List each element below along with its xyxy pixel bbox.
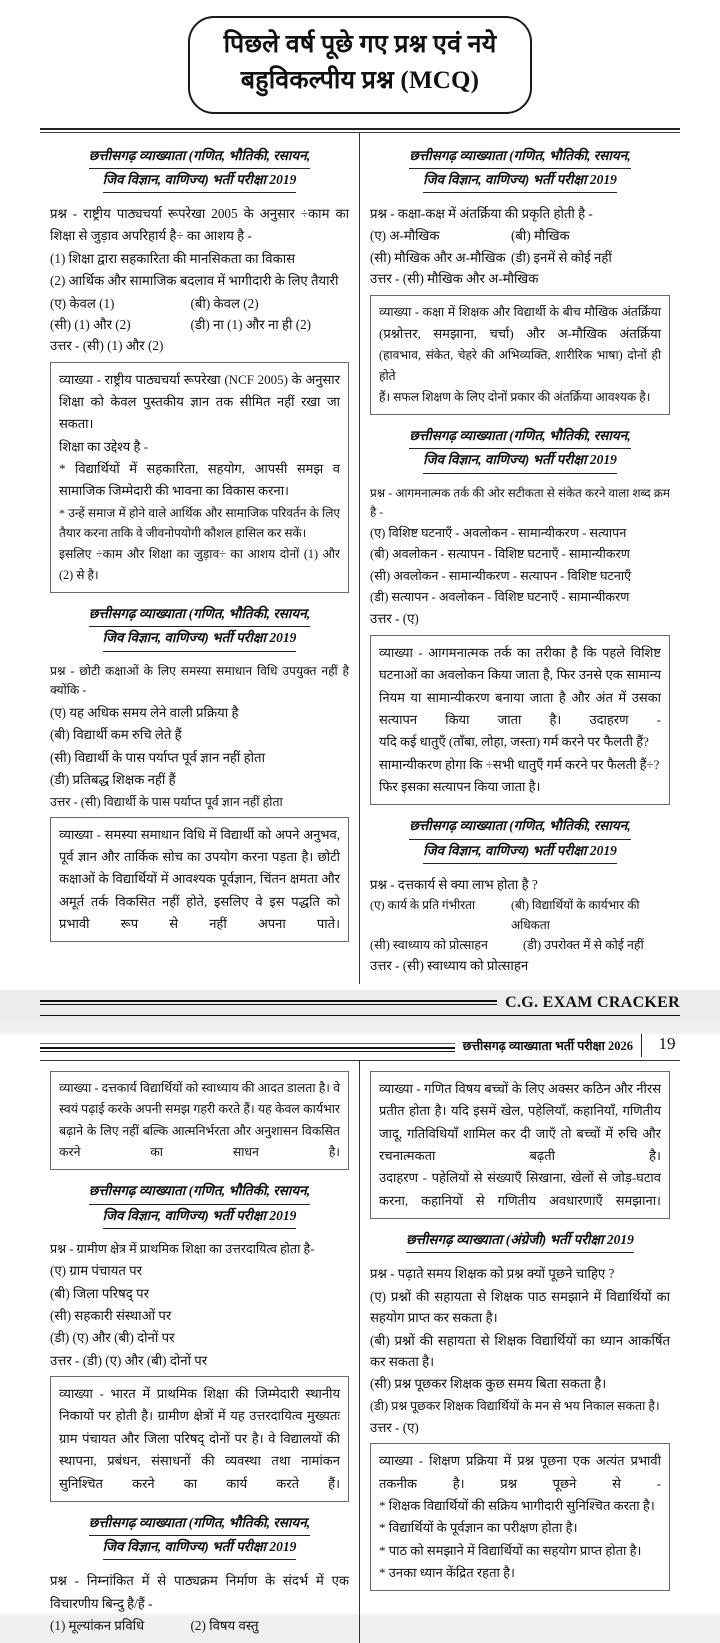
explanation-line: शिक्षा को केवल पुस्तकीय ज्ञान तक सीमित नहीं रखा जा सकता। [59, 394, 340, 432]
option-c: (सी) प्रश्न पूछकर शिक्षक कुछ समय बिता सकता है। [370, 1376, 607, 1392]
statement-2: (2) विषय वस्तु [190, 1618, 259, 1634]
option-row [50, 293, 349, 314]
option-d: (डी) (ए) और (बी) दोनों पर [50, 1330, 175, 1346]
exam-heading-english-label: छत्तीसगढ़ व्याख्याता (अंग्रेजी) भर्ती परीक्षा 2019 [406, 1229, 634, 1253]
explanation-box [370, 295, 670, 416]
question-text: प्रश्न - आगमनात्मक तर्क की ओर सटीकता से संकेत करने वाला शब्द क्रम है - [370, 485, 670, 519]
option-a: (ए) केवल (1) [50, 295, 115, 311]
option-c: (सी) सहकारी संस्थाओं पर [50, 1307, 172, 1323]
title-banner-container [0, 0, 720, 124]
option-b: (बी) मौखिक [511, 228, 570, 244]
exam-heading-line-2: जिव विज्ञान, वाणिज्य) भर्ती परीक्षा 2019 [423, 169, 617, 193]
exam-heading [50, 1512, 349, 1561]
header-rule [40, 1043, 455, 1057]
explanation-line: (हावभाव, संकेत, चेहरे की अभिव्यक्ति, शारीरिक भाषा) दोनों ही होते [379, 348, 661, 384]
explanation-line: व्याख्या - राष्ट्रीय पाठ्यचर्या रूपरेखा (NCF 2005) के अनुसार [59, 371, 340, 387]
answer-line: उत्तर - (सी) स्वाध्याय को प्रोत्साहन [370, 958, 529, 974]
question-block [370, 484, 670, 630]
answer-line: उत्तर - (डी) (ए) और (बी) दोनों पर [50, 1352, 208, 1368]
option-a: (ए) यह अधिक समय लेने वाली प्रक्रिया है [50, 705, 239, 721]
option-row [370, 896, 670, 935]
option-d: (डी) इनमें से कोई नहीं [511, 249, 612, 265]
footer-brand-label: C.G. EXAM CRACKER [505, 993, 680, 1011]
explanation-line: व्याख्या - भारत में प्राथमिक शिक्षा की जिम्मेदारी स्थानीय निकायों पर होती है। ग्रामीण क्षेत्रों में यह उत्तरदायित्व मुख्यतः ग्राम पंचायत और जिला परिषद् दोनों पर है। वे विद्यालयों की स्थापना, प्रबंधन, संसाधनों की व्यवस्था तथा नामांकन सुनिश्चित करने का कार्य करते हैं। [59, 1386, 340, 1491]
exam-heading [370, 145, 670, 194]
footer-underline [40, 1015, 680, 1016]
explanation-line: * उनका ध्यान केंद्रित रहता है। [379, 1564, 515, 1580]
question-text: प्रश्न - राष्ट्रीय पाठ्यचर्या रूपरेखा 2005 के अनुसार ÷काम का [50, 206, 349, 222]
exam-heading-line-2: जिव विज्ञान, वाणिज्य) भर्ती परीक्षा 2019 [103, 169, 297, 193]
page-2-right-column [360, 1061, 680, 1643]
page-2 [0, 1034, 720, 1634]
explanation-box [370, 1071, 670, 1219]
option-b: (बी) जिला परिषद् पर [50, 1285, 149, 1301]
explanation-line: व्याख्या - दत्तकार्य विद्यार्थियों को स्वाध्याय की आदत डालता है। वे स्वयं पढ़ाई करके अपनी समझ गहरी करते हैं। यह केवल कार्यभार बढ़ाने के लिए नहीं बल्कि आत्मनिर्भरता और अनुशासन विकसित करने का साधन है। [59, 1081, 340, 1159]
answer-line: उत्तर - (सी) (1) और (2) [50, 338, 164, 354]
option-row [50, 314, 349, 335]
option-c: (सी) विद्यार्थी के पास पर्याप्त पूर्व ज्ञान नहीं होता [50, 749, 265, 765]
option-c: (सी) (1) और (2) [50, 316, 131, 332]
option-d: (डी) उपरोक्त में से कोई नहीं [523, 938, 644, 953]
exam-heading-line-1: छत्तीसगढ़ व्याख्याता (गणित, भौतिकी, रसायन, [89, 603, 310, 627]
exam-heading-line-1: छत्तीसगढ़ व्याख्याता (गणित, भौतिकी, रसायन, [409, 815, 630, 839]
exam-heading-line-2: जिव विज्ञान, वाणिज्य) भर्ती परीक्षा 2019 [423, 449, 617, 473]
question-block [370, 1263, 670, 1438]
explanation-line: (प्रश्नोत्तर, समझाना, चर्चा) और अ-मौखिक अंतर्क्रिया [379, 325, 661, 341]
option-row [370, 247, 670, 268]
footer-rule [40, 1000, 497, 1005]
exam-heading [370, 425, 670, 474]
option-c: (सी) स्वाध्याय को प्रोत्साहन [370, 938, 488, 953]
exam-heading-line-1: छत्तीसगढ़ व्याख्याता (गणित, भौतिकी, रसायन, [89, 145, 310, 169]
page-number: 19 [641, 1034, 680, 1057]
explanation-line: हैं। सफल शिक्षण के लिए दोनों प्रकार की अंतर्क्रिया आवश्यक है। [379, 390, 651, 405]
question-block [50, 1570, 349, 1636]
explanation-box [370, 1443, 670, 1591]
exam-heading [50, 145, 349, 194]
page-1-left-column [40, 133, 360, 984]
option-d: (डी) सत्यापन - अवलोकन - विशिष्ट घटनाएँ - सामान्यीकरण [370, 590, 630, 605]
answer-line: उत्तर - (सी) मौखिक और अ-मौखिक [370, 271, 539, 287]
explanation-box [50, 1071, 349, 1170]
question-text: प्रश्न - ग्रामीण क्षेत्र में प्राथमिक शिक्षा का उत्तरदायित्व होता है- [50, 1241, 315, 1256]
option-b: (बी) प्रश्नों की सहायता से शिक्षक विद्यार्थियों का ध्यान आकर्षित कर सकता है। [370, 1332, 670, 1369]
running-head-title: छत्तीसगढ़ व्याख्याता भर्ती परीक्षा 2026 [462, 1039, 633, 1053]
explanation-line: * पाठ को समझाने में विद्यार्थियों का सहयोग प्राप्त होता है। [379, 1542, 642, 1558]
explanation-line: फिर इसका सत्यापन किया जाता है। [379, 779, 541, 795]
page-2-left-column [40, 1061, 360, 1643]
exam-heading-line-1: छत्तीसगढ़ व्याख्याता (गणित, भौतिकी, रसायन, [409, 425, 630, 449]
option-c: (सी) अवलोकन - सामान्यीकरण - सत्यापन - विशिष्ट घटनाएँ [370, 568, 632, 583]
answer-line: उत्तर - (ए) [370, 1419, 419, 1435]
explanation-line: * उन्हें समाज में होने वाले आर्थिक और सामाजिक परिवर्तन के लिए तैयार करना ताकि वे जीवनोपयोगी कौशल हासिल कर सकें। [59, 505, 340, 541]
exam-heading-line-1: छत्तीसगढ़ व्याख्याता (गणित, भौतिकी, रसायन, [409, 145, 630, 169]
statement-1: (1) मूल्यांकन प्रविधि [50, 1618, 145, 1634]
explanation-line: सामान्यीकरण होगा कि ÷सभी धातुएँ गर्म करने पर फैलती हैं÷? [379, 756, 660, 772]
exam-heading-line-2: जिव विज्ञान, वाणिज्य) भर्ती परीक्षा 2019 [423, 840, 617, 864]
option-a: (ए) प्रश्नों की सहायता से शिक्षक पाठ समझाने में विद्यार्थियों का सहयोग प्राप्त कर सकता है। [370, 1288, 670, 1326]
page-1-right-column [360, 133, 680, 984]
option-b: (बी) केवल (2) [190, 295, 259, 311]
question-block [50, 203, 349, 357]
explanation-line: * शिक्षक विद्यार्थियों की सक्रिय भागीदारी सुनिश्चित करता है। [379, 1497, 655, 1513]
explanation-line: शिक्षा का उद्देश्य है - [59, 438, 148, 454]
option-row [370, 935, 670, 955]
question-text: प्रश्न - छोटी कक्षाओं के लिए समस्या समाधान विधि उपयुक्त नहीं है क्योंकि - [50, 663, 349, 698]
exam-heading-line-2: जिव विज्ञान, वाणिज्य) भर्ती परीक्षा 2019 [103, 1205, 297, 1229]
question-block [50, 1239, 349, 1371]
title-banner [188, 16, 533, 114]
page-1-footer [40, 994, 680, 1012]
option-d: (डी) ना (1) और ना ही (2) [190, 316, 312, 332]
statement-2: (2) आर्थिक और सामाजिक बदलाव में भागीदारी के लिए तैयारी [50, 273, 339, 289]
page-1-columns [40, 133, 680, 984]
question-block [370, 203, 670, 290]
option-c: (सी) मौखिक और अ-मौखिक [370, 249, 506, 265]
exam-heading-line-1: छत्तीसगढ़ व्याख्याता (गणित, भौतिकी, रसायन, [89, 1180, 310, 1204]
question-text: प्रश्न - पढ़ाते समय शिक्षक को प्रश्न क्यों पूछने चाहिए ? [370, 1266, 615, 1282]
exam-heading-english [370, 1229, 670, 1253]
explanation-line: इसलिए ÷काम और शिक्षा का जुड़ाव÷ का आशय दोनों (1) और (2) से है। [59, 547, 340, 583]
explanation-line: * विद्यार्थियों के पूर्वज्ञान का परीक्षण होता है। [379, 1520, 578, 1536]
option-b: (बी) अवलोकन - सत्यापन - विशिष्ट घटनाएँ - सामान्यीकरण [370, 547, 630, 562]
exam-heading [50, 603, 349, 652]
exam-heading [370, 815, 670, 864]
option-b: (बी) विद्यार्थी कम रुचि लेते हैं [50, 727, 182, 743]
question-text: शिक्षा से जुड़ाव अपरिहार्य है÷ का आशय है - [50, 228, 252, 244]
question-text: प्रश्न - कक्षा-कक्ष में अंतर्क्रिया की प्रकृति होती है - [370, 206, 593, 222]
answer-line: उत्तर - (ए) [370, 611, 419, 627]
exam-heading-line-2: जिव विज्ञान, वाणिज्य) भर्ती परीक्षा 2019 [103, 1536, 297, 1560]
option-a: (ए) ग्राम पंचायत पर [50, 1263, 143, 1279]
answer-line: उत्तर - (सी) विद्यार्थी के पास पर्याप्त पूर्व ज्ञान नहीं होता [50, 794, 283, 809]
question-text: प्रश्न - दत्तकार्य से क्या लाभ होता है ? [370, 876, 538, 892]
explanation-line: उदाहरण - पहेलियों से संख्याएँ सिखाना, खेलों से जोड़-घटाव करना, कहानियों से गणितीय अवधारणाएँ समझाना। [379, 1170, 661, 1208]
explanation-box [50, 1376, 349, 1502]
exam-heading-line-1: छत्तीसगढ़ व्याख्याता (गणित, भौतिकी, रसायन, [89, 1512, 310, 1536]
title-line-1: पिछले वर्ष पूछे गए प्रश्न एवं नये [223, 31, 497, 58]
explanation-line: व्याख्या - आगमनात्मक तर्क का तरीका है कि पहले विशिष्ट घटनाओं का अवलोकन किया जाता है, फिर उनसे एक सामान्य नियम या सामान्यीकरण बनाया जाता है और अंत में उसका सत्यापन किया जाता है। उदाहरण - [379, 644, 661, 727]
question-text: प्रश्न - निम्नांकित में से पाठ्यक्रम निर्माण के संदर्भ में एक [50, 1573, 349, 1589]
option-row [50, 1615, 349, 1636]
page-2-columns [40, 1061, 680, 1643]
exam-heading-line-2: जिव विज्ञान, वाणिज्य) भर्ती परीक्षा 2019 [103, 627, 297, 651]
option-a: (ए) विशिष्ट घटनाएँ - अवलोकन - सामान्यीकरण - सत्यापन [370, 525, 627, 540]
option-d: (डी) प्रतिबद्ध शिक्षक नहीं हैं [50, 772, 176, 788]
explanation-line: व्याख्या - समस्या समाधान विधि में विद्यार्थी को अपने अनुभव, पूर्व ज्ञान और तार्किक सोच का उपयोग करना पड़ता है। छोटी कक्षाओं के विद्यार्थियों में आवश्यक पूर्वज्ञान, चिंतन क्षमता और अमूर्त तर्क विकसित नहीं होते, इसलिए वे इस पद्धति को प्रभावी रूप से नहीं अपना पाते। [59, 826, 340, 932]
exam-heading [50, 1180, 349, 1229]
question-text: विचारणीय बिन्दु है/हैं - [50, 1595, 153, 1611]
option-d: (डी) प्रश्न पूछकर शिक्षक विद्यार्थियों के मन से भय निकाल सकता है। [370, 1398, 660, 1413]
explanation-line: यदि कई धातुएँ (ताँबा, लोहा, जस्ता) गर्म करने पर फैलती हैं? [379, 734, 649, 750]
explanation-box [50, 362, 349, 593]
question-block [370, 874, 670, 977]
page-2-header [40, 1034, 680, 1057]
explanation-line: * विद्यार्थियों में सहकारिता, सहयोग, आपसी समझ व सामाजिक जिम्मेदारी की भावना का विकास करना। [59, 461, 340, 499]
top-rule-thick [40, 128, 680, 130]
option-a: (ए) कार्य के प्रति गंभीरता [370, 898, 476, 913]
title-line-2: बहुविकल्पीय प्रश्न (MCQ) [240, 67, 480, 95]
explanation-line: व्याख्या - गणित विषय बच्चों के लिए अक्सर कठिन और नीरस प्रतीत होता है। यदि इसमें खेल, पहेलियाँ, कहानियाँ, गणितीय जादू, गतिविधियाँ शामिल कर दी जाएँ तो बच्चों में रुचि और रचनात्मकता बढ़ती है। [379, 1081, 661, 1164]
explanation-box [370, 635, 670, 806]
option-a: (ए) अ-मौखिक [370, 228, 440, 244]
option-row [370, 225, 670, 246]
explanation-line: व्याख्या - कक्षा में शिक्षक और विद्यार्थी के बीच मौखिक अंतर्क्रिया [379, 304, 661, 319]
option-b: (बी) विद्यार्थियों के कार्यभार की अधिकता [511, 898, 640, 932]
explanation-line: व्याख्या - शिक्षण प्रक्रिया में प्रश्न पूछना एक अत्यंत प्रभावी तकनीक है। प्रश्न पूछने से - [379, 1453, 661, 1491]
question-block [50, 662, 349, 812]
explanation-box [50, 817, 349, 943]
statement-1: (1) शिक्षा द्वारा सहकारिता की मानसिकता का विकास [50, 250, 296, 266]
